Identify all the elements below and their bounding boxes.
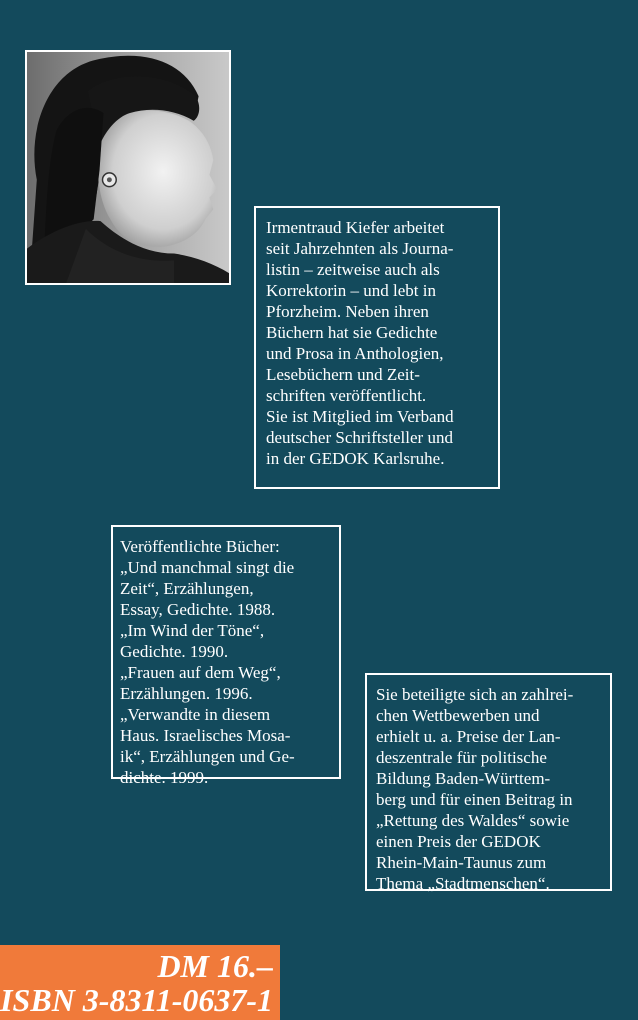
- bio-line: Irmentraud Kiefer arbeitet: [266, 218, 445, 237]
- books-line: Erzählungen. 1996.: [120, 684, 253, 703]
- awards-line: Sie beteiligte sich an zahlrei-: [376, 685, 574, 704]
- awards-line: chen Wettbewerben und: [376, 706, 540, 725]
- awards-line: Thema „Stadtmenschen“.: [376, 874, 550, 893]
- awards-line: „Rettung des Waldes“ sowie: [376, 811, 570, 830]
- awards-line: erhielt u. a. Preise der Lan-: [376, 727, 561, 746]
- books-line: Gedichte. 1990.: [120, 642, 229, 661]
- bio-line: Sie ist Mitglied im Verband: [266, 407, 454, 426]
- bio-line: und Prosa in Anthologien,: [266, 344, 444, 363]
- books-line: „Verwandte in diesem: [120, 705, 271, 724]
- books-line: Essay, Gedichte. 1988.: [120, 600, 276, 619]
- awards-line: berg und für einen Beitrag in: [376, 790, 573, 809]
- bio-line: listin – zeitweise auch als: [266, 260, 440, 279]
- bio-line: in der GEDOK Karlsruhe.: [266, 449, 445, 468]
- price-isbn-tag: [0, 945, 280, 1020]
- books-heading: Veröffentlichte Bücher:: [120, 537, 280, 556]
- awards-box: [365, 673, 612, 891]
- bio-line: Büchern hat sie Gedichte: [266, 323, 438, 342]
- books-line: Zeit“, Erzählungen,: [120, 579, 254, 598]
- bio-line: Korrektorin – und lebt in: [266, 281, 436, 300]
- awards-line: einen Preis der GEDOK: [376, 832, 541, 851]
- author-photo: [25, 50, 231, 285]
- price-label: DM 16.–: [157, 948, 273, 984]
- books-line: Haus. Israelisches Mosa-: [120, 726, 291, 745]
- published-books-box: [111, 525, 341, 787]
- awards-line: Bildung Baden-Württem-: [376, 769, 551, 788]
- isbn-label: ISBN 3-8311-0637-1: [0, 982, 273, 1018]
- books-line: ik“, Erzählungen und Ge-: [120, 747, 295, 766]
- bio-line: Pforzheim. Neben ihren: [266, 302, 429, 321]
- bio-line: Lesebüchern und Zeit-: [266, 365, 420, 384]
- books-line: dichte. 1999.: [120, 768, 209, 787]
- books-line: „Im Wind der Töne“,: [120, 621, 265, 640]
- author-portrait-image: [27, 52, 229, 283]
- author-bio-box: [254, 206, 500, 489]
- bio-line: schriften veröffentlicht.: [266, 386, 427, 405]
- books-line: „Frauen auf dem Weg“,: [120, 663, 281, 682]
- bio-line: deutscher Schriftsteller und: [266, 428, 453, 447]
- bio-line: seit Jahrzehnten als Journa-: [266, 239, 454, 258]
- books-line: „Und manchmal singt die: [120, 558, 295, 577]
- awards-line: Rhein-Main-Taunus zum: [376, 853, 547, 872]
- awards-line: deszentrale für politische: [376, 748, 547, 767]
